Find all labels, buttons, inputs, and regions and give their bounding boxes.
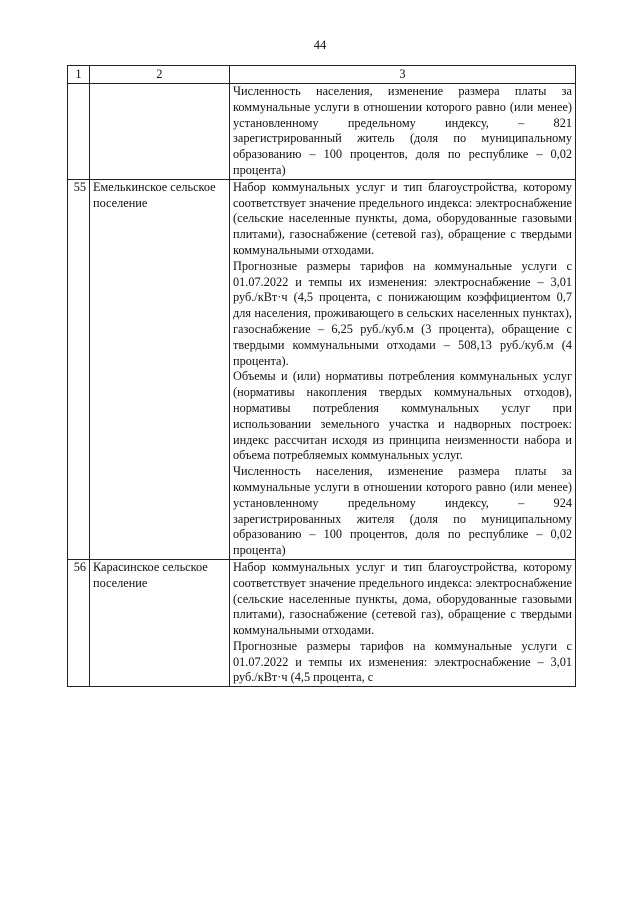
column-header-3: 3 [230, 66, 576, 84]
tariffs-paragraph: Прогнозные размеры тарифов на коммунальные услуги с 01.07.2022 и темпы их изменения: электроснабжение – 3,01 руб./кВт·ч (4,5 процента, с [233, 638, 572, 685]
table-row [68, 179, 576, 559]
table-header-row [68, 66, 576, 84]
row-description [230, 559, 576, 686]
row-number: 56 [68, 559, 90, 686]
population-paragraph: Численность населения, изменение размера платы за коммунальные услуги в отношении которого равно (или менее) установленному предельному индексу, – 821 зарегистрированный житель (доля по муниципальному образованию – 100 процентов, доля по республике – 0,02 процента) [233, 84, 572, 177]
row-number [68, 84, 90, 180]
column-header-1: 1 [68, 66, 90, 84]
settlement-name: Емелькинское сельское поселение [90, 179, 230, 559]
row-description [230, 84, 576, 180]
services-paragraph: Набор коммунальных услуг и тип благоустройства, которому соответствует значение предельного индекса: электроснабжение (сельские населенные пункты, дома, оборудованные газовыми плитами), газоснабжение (сетевой газ), обращение с твердыми коммунальными отходами. [233, 179, 572, 257]
tariff-table [67, 65, 576, 687]
tariffs-paragraph: Прогнозные размеры тарифов на коммунальные услуги с 01.07.2022 и темпы их изменения: электроснабжение – 3,01 руб./кВт·ч (4,5 процента, с понижающим коэффициентом 0,7 для населения, проживающего в сельских населенных пунктах), газоснабжение – 6,25 руб./куб.м (3 процента), обращение с твердыми коммунальными отходами – 508,13 руб./куб.м (4 процента). [233, 258, 572, 368]
table-row [68, 559, 576, 686]
population-paragraph: Численность населения, изменение размера платы за коммунальные услуги в отношении которого равно (или менее) установленному предельному индексу, – 924 зарегистрированных жителя (доля по муниципальному образованию – 100 процентов, доля по республике – 0,02 процента) [233, 464, 572, 558]
row-description [230, 179, 576, 559]
column-header-2: 2 [90, 66, 230, 84]
table-row [68, 84, 576, 180]
services-paragraph: Набор коммунальных услуг и тип благоустройства, которому соответствует значение предельного индекса: электроснабжение (сельские населенные пункты, дома, оборудованные газовыми плитами), газоснабжение (сетевой газ), обращение с твердыми коммунальными отходами. [233, 559, 572, 638]
norms-paragraph: Объемы и (или) нормативы потребления коммунальных услуг (нормативы накопления твердых коммунальных отходов), нормативы потребления коммунальных услуг при использовании земельного участка и надворных построек: индекс рассчитан исходя из принципа неизменности набора и объема потребляемых коммунальных услуг. [233, 369, 572, 463]
row-number: 55 [68, 179, 90, 559]
settlement-name [90, 84, 230, 180]
settlement-name: Карасинское сельское поселение [90, 559, 230, 686]
page-number: 44 [313, 38, 327, 52]
